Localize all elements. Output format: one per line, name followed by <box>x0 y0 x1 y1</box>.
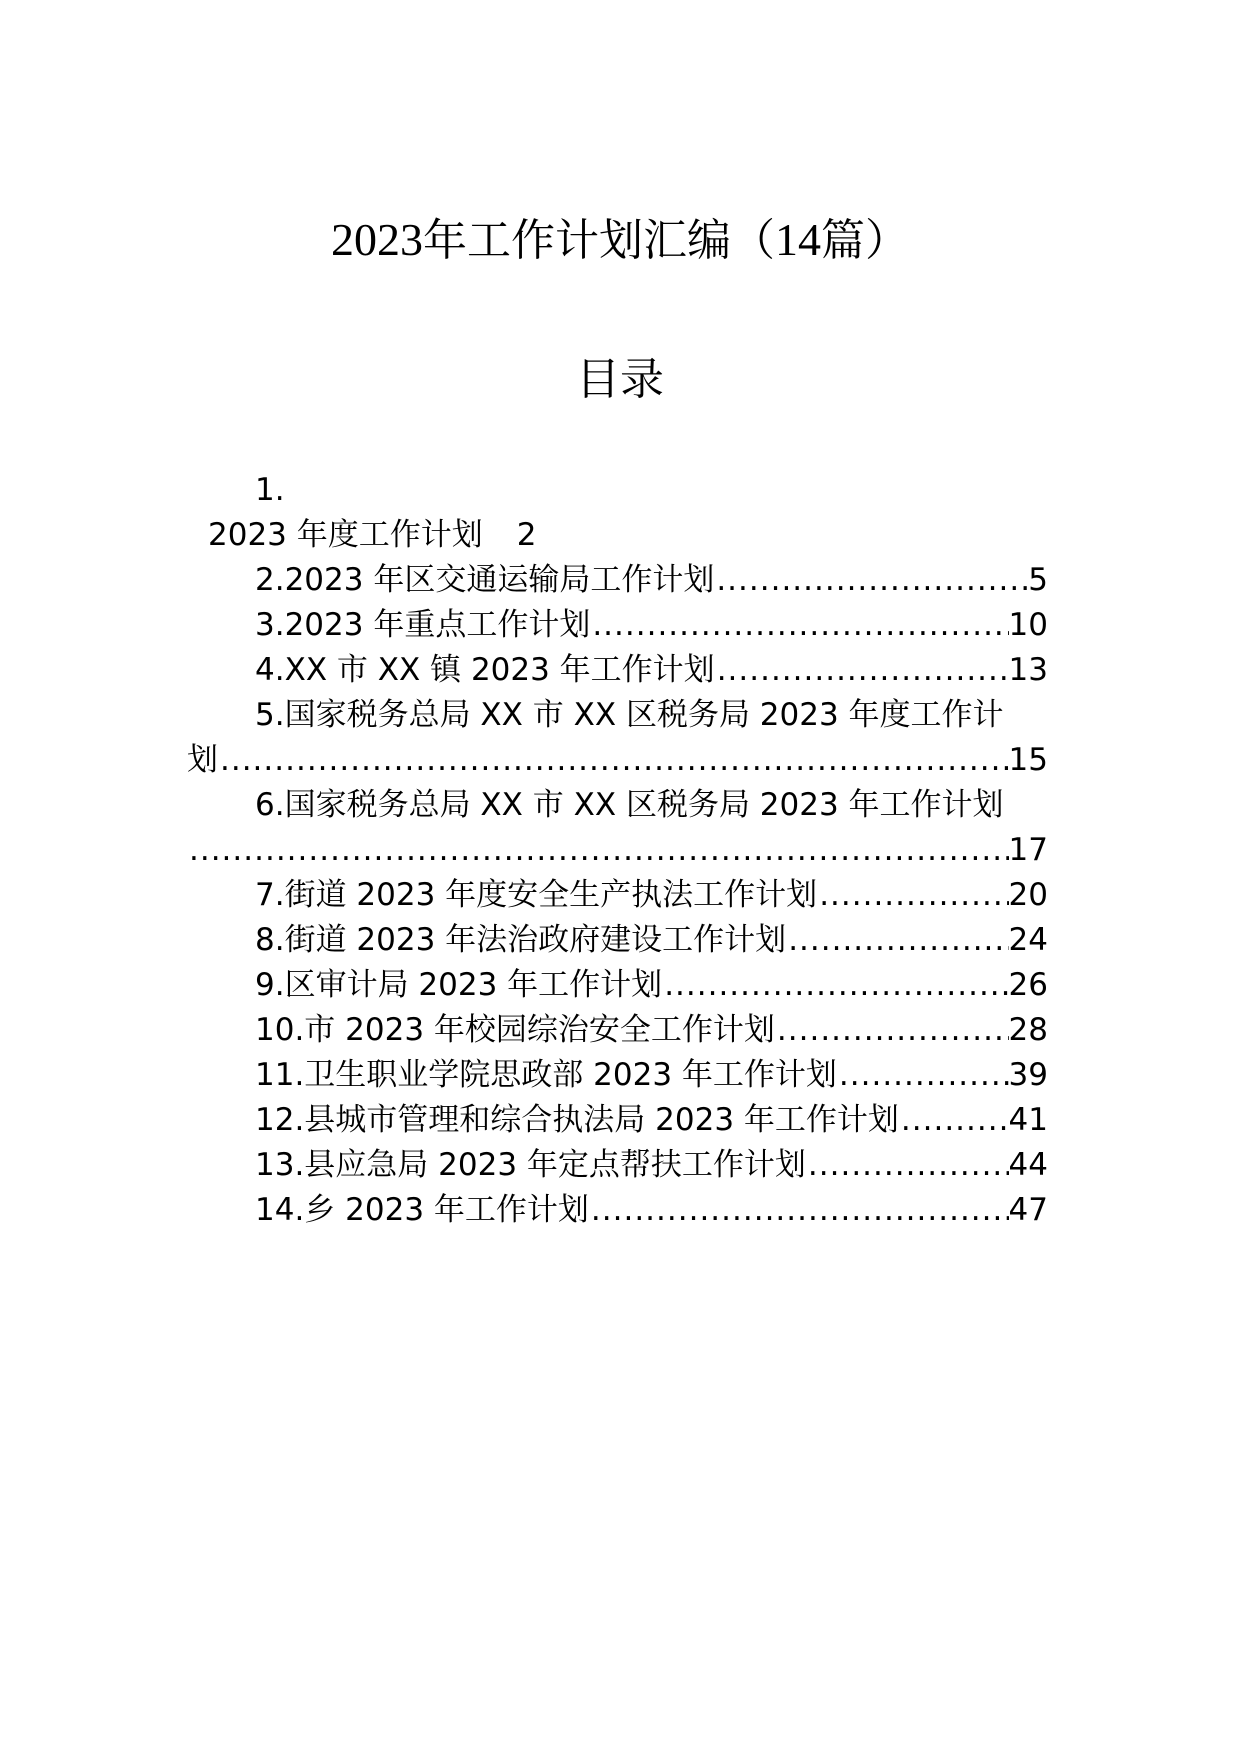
toc-entry-8-page: 24 <box>1008 922 1048 958</box>
toc-entry-7-leader <box>817 875 1008 915</box>
toc-entry-3[interactable] <box>255 605 1048 645</box>
document-title-end: 篇） <box>821 215 909 266</box>
toc-entry-14[interactable] <box>255 1190 1048 1230</box>
toc-entry-9-title: 9.区审计局 2023 年工作计划 <box>255 967 663 1003</box>
toc-entry-13-page: 44 <box>1008 1147 1048 1183</box>
toc-entry-1-title: 2023 年度工作计划 <box>208 517 483 553</box>
toc-entry-9-leader <box>662 965 1008 1005</box>
toc-entry-6-title: 6.国家税务总局 XX 市 XX 区税务局 2023 年工作计划 <box>255 787 1004 823</box>
toc-entry-5[interactable] <box>255 695 1048 735</box>
toc-entry-12-title: 12.县城市管理和综合执法局 2023 年工作计划 <box>255 1102 899 1138</box>
toc-entry-14-title: 14.乡 2023 年工作计划 <box>255 1192 589 1228</box>
document-title-year: 2023 <box>331 214 423 265</box>
toc-entry-6-page: 17 <box>1008 832 1048 868</box>
toc-entry-5-leader <box>218 740 1009 780</box>
toc-entry-5-page: 15 <box>1008 742 1048 778</box>
toc-entry-4-leader <box>715 650 1009 690</box>
toc-entry-10[interactable] <box>255 1010 1048 1050</box>
toc-entry-7[interactable] <box>255 875 1048 915</box>
toc-entry-10-leader <box>775 1010 1009 1050</box>
toc-entry-5-title-cont: 划 <box>187 742 218 778</box>
toc-entry-13[interactable] <box>255 1145 1048 1185</box>
toc-entry-10-page: 28 <box>1008 1012 1048 1048</box>
toc-entry-3-title: 3.2023 年重点工作计划 <box>255 607 591 643</box>
toc-entry-13-leader <box>806 1145 1009 1185</box>
toc-entry-2-page: 5 <box>1028 562 1048 598</box>
toc-entry-14-page: 47 <box>1008 1192 1048 1228</box>
toc-entry-3-leader <box>590 605 1008 645</box>
toc-entry-13-title: 13.县应急局 2023 年定点帮扶工作计划 <box>255 1147 806 1183</box>
toc-entry-4-title: 4.XX 市 XX 镇 2023 年工作计划 <box>255 652 715 688</box>
toc-entry-7-title: 7.街道 2023 年度安全生产执法工作计划 <box>255 877 818 913</box>
toc-entry-2-title: 2.2023 年区交通运输局工作计划 <box>255 562 715 598</box>
document-title-count: 14 <box>775 214 821 265</box>
toc-heading: 目录 <box>576 354 664 405</box>
toc-entry-8[interactable] <box>255 920 1048 960</box>
toc-entry-1-page: 2 <box>516 517 537 553</box>
toc-entry-4[interactable] <box>255 650 1048 690</box>
document-title-text: 年工作计划汇编（ <box>423 215 775 266</box>
toc-entry-9-page: 26 <box>1008 967 1048 1003</box>
toc-entry-11-leader <box>837 1055 1009 1095</box>
toc-entry-12-page: 41 <box>1008 1102 1048 1138</box>
toc-entry-10-title: 10.市 2023 年校园综治安全工作计划 <box>255 1012 775 1048</box>
toc-entry-6-continuation[interactable] <box>187 830 1048 870</box>
toc-entry-7-page: 20 <box>1008 877 1048 913</box>
toc-entry-8-title: 8.街道 2023 年法治政府建设工作计划 <box>255 922 787 958</box>
toc-entry-2-leader <box>714 560 1028 600</box>
toc-entry-4-page: 13 <box>1008 652 1048 688</box>
toc-entry-2[interactable] <box>255 560 1048 600</box>
toc-entry-1[interactable] <box>208 515 536 555</box>
toc-entry-11-title: 11.卫生职业学院思政部 2023 年工作计划 <box>255 1057 837 1093</box>
toc-entry-11[interactable] <box>255 1055 1048 1095</box>
toc-entry-1-number[interactable]: 1. <box>255 472 285 508</box>
toc-entry-6[interactable] <box>255 785 1048 825</box>
toc-entry-12[interactable] <box>255 1100 1048 1140</box>
toc-entry-14-leader <box>589 1190 1009 1230</box>
toc-entry-9[interactable] <box>255 965 1048 1005</box>
toc-entry-3-page: 10 <box>1008 607 1048 643</box>
toc-entry-12-leader <box>899 1100 1009 1140</box>
toc-entry-6-leader <box>187 830 1009 870</box>
toc-entry-5-title: 5.国家税务总局 XX 市 XX 区税务局 2023 年度工作计 <box>255 697 1004 733</box>
toc-entry-5-continuation[interactable] <box>187 740 1048 780</box>
toc-entry-8-leader <box>786 920 1008 960</box>
toc-entry-11-page: 39 <box>1008 1057 1048 1093</box>
